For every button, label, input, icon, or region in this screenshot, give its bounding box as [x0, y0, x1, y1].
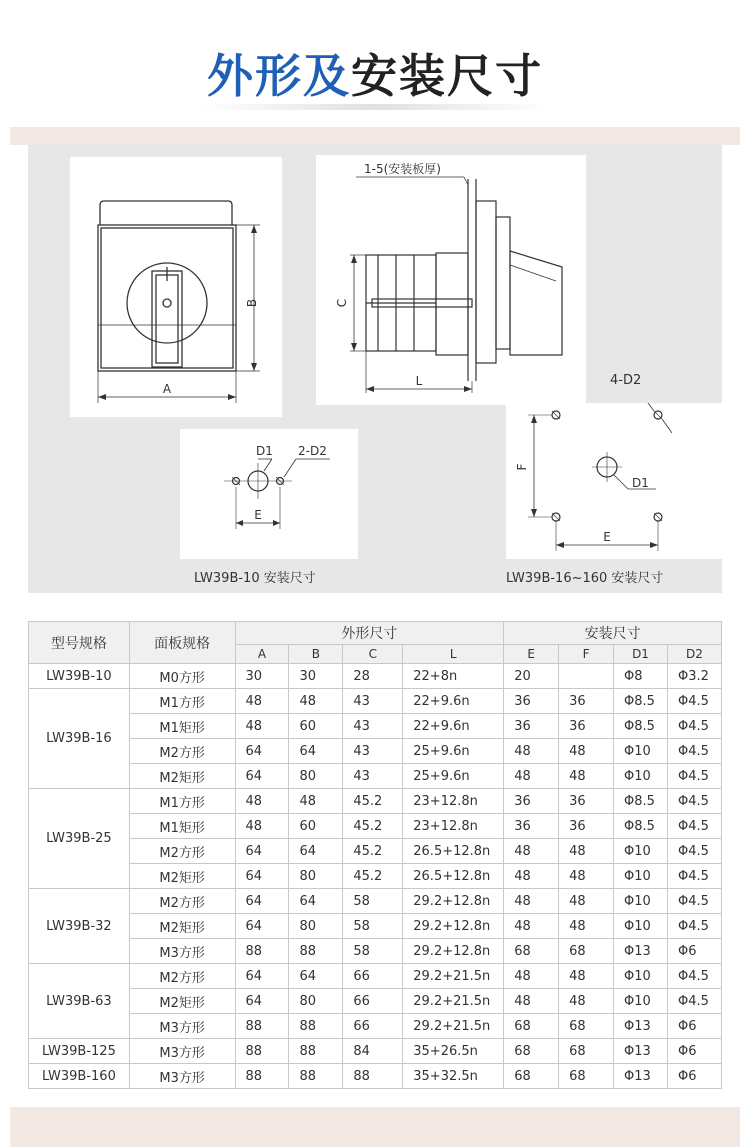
side-label-l: L	[415, 374, 423, 388]
table-cell: 68	[504, 939, 559, 964]
side-view-panel	[316, 155, 586, 405]
table-cell: Φ10	[614, 764, 668, 789]
table-row	[29, 964, 722, 989]
table-cell: 48	[559, 764, 614, 789]
table-cell: 48	[504, 989, 559, 1014]
table-cell: Φ4.5	[667, 989, 721, 1014]
table-cell: 66	[343, 1014, 403, 1039]
table-row	[29, 914, 722, 939]
table-row	[29, 1039, 722, 1064]
cell-panel: M1方形	[129, 689, 235, 714]
table-cell: Φ10	[614, 864, 668, 889]
table-cell: 64	[235, 864, 289, 889]
table-cell: 23+12.8n	[403, 789, 504, 814]
table-cell: Φ8.5	[614, 714, 668, 739]
cell-panel: M2方形	[129, 889, 235, 914]
table-row	[29, 989, 722, 1014]
side-label-plate: 1-5(安装板厚)	[364, 162, 441, 176]
table-cell: Φ6	[667, 939, 721, 964]
table-cell: 88	[235, 1014, 289, 1039]
table-row	[29, 764, 722, 789]
table-cell: 36	[559, 789, 614, 814]
header-c: C	[343, 645, 403, 664]
table-cell: 48	[235, 714, 289, 739]
hole16-label-f: F	[515, 463, 529, 471]
table-cell: 45.2	[343, 789, 403, 814]
title-part-blue: 外形及	[207, 49, 351, 103]
hole16-label-d2: 4-D2	[610, 373, 642, 388]
cell-panel: M2矩形	[129, 764, 235, 789]
front-label-b: B	[245, 298, 259, 308]
table-cell: Φ4.5	[667, 889, 721, 914]
table-row	[29, 789, 722, 814]
table-cell: 48	[559, 739, 614, 764]
cell-panel: M3方形	[129, 1064, 235, 1089]
caption-lw39b-10: LW39B-10 安装尺寸	[194, 571, 316, 586]
table-cell: 48	[504, 914, 559, 939]
table-cell: 20	[504, 664, 559, 689]
table-cell: 88	[343, 1064, 403, 1089]
table-cell: Φ13	[614, 1064, 668, 1089]
cell-panel: M2方形	[129, 839, 235, 864]
table-cell: 36	[559, 814, 614, 839]
table-row	[29, 1014, 722, 1039]
table-cell: Φ4.5	[667, 689, 721, 714]
table-cell: 43	[343, 689, 403, 714]
cell-panel: M2方形	[129, 739, 235, 764]
table-cell: Φ4.5	[667, 789, 721, 814]
table-cell: 64	[235, 839, 289, 864]
hole-pattern-16-panel	[506, 403, 722, 559]
table-cell: 29.2+21.5n	[403, 989, 504, 1014]
spec-table-body	[29, 664, 722, 1089]
table-cell: 88	[235, 1039, 289, 1064]
table-cell: 60	[289, 714, 343, 739]
spec-table	[28, 621, 722, 1089]
table-cell: 48	[559, 889, 614, 914]
table-cell: 48	[559, 914, 614, 939]
table-cell: 30	[289, 664, 343, 689]
table-row	[29, 714, 722, 739]
table-cell: Φ13	[614, 1039, 668, 1064]
table-cell: 36	[559, 714, 614, 739]
title-part-dark: 安装尺寸	[351, 49, 543, 103]
table-cell: 88	[289, 1064, 343, 1089]
table-cell: 35+26.5n	[403, 1039, 504, 1064]
table-cell: 26.5+12.8n	[403, 839, 504, 864]
table-cell: 64	[235, 889, 289, 914]
table-cell: 58	[343, 889, 403, 914]
cell-panel: M1矩形	[129, 714, 235, 739]
table-cell: Φ8.5	[614, 689, 668, 714]
front-view-panel	[70, 157, 282, 417]
table-cell: Φ4.5	[667, 914, 721, 939]
cell-panel: M2矩形	[129, 864, 235, 889]
table-row	[29, 664, 722, 689]
top-divider-strip	[10, 127, 740, 145]
table-cell: 64	[235, 764, 289, 789]
bottom-divider-strip	[10, 1107, 740, 1147]
table-cell: 29.2+12.8n	[403, 939, 504, 964]
cell-panel: M2矩形	[129, 914, 235, 939]
table-cell: 64	[235, 914, 289, 939]
table-cell: 35+32.5n	[403, 1064, 504, 1089]
table-cell: 26.5+12.8n	[403, 864, 504, 889]
table-cell: 88	[235, 1064, 289, 1089]
header-e: E	[504, 645, 559, 664]
table-cell: 36	[504, 814, 559, 839]
table-row	[29, 889, 722, 914]
table-cell: 64	[289, 889, 343, 914]
table-cell: 36	[504, 689, 559, 714]
table-cell: 58	[343, 939, 403, 964]
table-cell: 36	[504, 789, 559, 814]
table-row	[29, 739, 722, 764]
table-cell: Φ4.5	[667, 839, 721, 864]
cell-model: LW39B-10	[29, 664, 130, 689]
table-cell: 48	[289, 789, 343, 814]
header-d2: D2	[667, 645, 721, 664]
table-cell: 64	[289, 839, 343, 864]
table-cell: 64	[289, 739, 343, 764]
table-cell: 48	[504, 889, 559, 914]
table-cell: Φ10	[614, 964, 668, 989]
table-cell: 60	[289, 814, 343, 839]
table-cell: 48	[504, 739, 559, 764]
table-cell: 80	[289, 864, 343, 889]
table-cell: 29.2+21.5n	[403, 964, 504, 989]
table-row	[29, 839, 722, 864]
table-cell: 68	[504, 1039, 559, 1064]
table-cell: 30	[235, 664, 289, 689]
table-cell: 25+9.6n	[403, 764, 504, 789]
cell-model: LW39B-125	[29, 1039, 130, 1064]
table-cell: 36	[504, 714, 559, 739]
cell-model: LW39B-63	[29, 964, 130, 1039]
table-cell: Φ13	[614, 1014, 668, 1039]
table-cell: 68	[559, 939, 614, 964]
side-view-drawing	[316, 155, 586, 405]
table-cell: 48	[235, 689, 289, 714]
hole-pattern-10-panel	[180, 429, 358, 559]
table-cell: 88	[289, 939, 343, 964]
table-row	[29, 939, 722, 964]
hole10-label-e: E	[254, 508, 262, 522]
table-cell: 36	[559, 689, 614, 714]
table-cell: 80	[289, 914, 343, 939]
table-cell: Φ6	[667, 1039, 721, 1064]
table-cell: 66	[343, 964, 403, 989]
cell-panel: M1矩形	[129, 814, 235, 839]
table-cell: 48	[504, 864, 559, 889]
table-cell: 48	[289, 689, 343, 714]
cell-panel: M3方形	[129, 939, 235, 964]
table-cell: Φ8.5	[614, 789, 668, 814]
table-cell: Φ4.5	[667, 764, 721, 789]
hole16-label-d1: D1	[632, 476, 649, 490]
table-cell: 48	[235, 789, 289, 814]
table-cell: 45.2	[343, 814, 403, 839]
drawings-area	[28, 145, 722, 593]
table-cell: 68	[559, 1039, 614, 1064]
table-row	[29, 1064, 722, 1089]
table-cell: 48	[559, 989, 614, 1014]
table-cell: 48	[559, 864, 614, 889]
table-cell: 68	[559, 1014, 614, 1039]
table-cell: 58	[343, 914, 403, 939]
page-title	[0, 40, 750, 106]
cell-panel: M2方形	[129, 964, 235, 989]
cell-panel: M3方形	[129, 1039, 235, 1064]
hole16-label-e: E	[603, 530, 611, 544]
table-cell: Φ10	[614, 989, 668, 1014]
table-cell: 48	[559, 964, 614, 989]
table-row	[29, 864, 722, 889]
table-cell: 80	[289, 764, 343, 789]
table-cell: 48	[504, 964, 559, 989]
table-cell: 23+12.8n	[403, 814, 504, 839]
cell-panel: M1方形	[129, 789, 235, 814]
hole-pattern-16-drawing	[506, 403, 722, 559]
table-cell: 88	[289, 1014, 343, 1039]
table-cell: Φ10	[614, 914, 668, 939]
cell-model: LW39B-16	[29, 689, 130, 789]
front-label-a: A	[162, 382, 172, 396]
table-cell: Φ4.5	[667, 739, 721, 764]
table-cell: 48	[235, 814, 289, 839]
table-cell: 22+9.6n	[403, 714, 504, 739]
table-cell: 48	[504, 839, 559, 864]
table-cell: Φ4.5	[667, 814, 721, 839]
table-cell: 68	[504, 1064, 559, 1089]
table-cell: 88	[235, 939, 289, 964]
table-cell	[559, 664, 614, 689]
table-cell: 28	[343, 664, 403, 689]
table-cell: Φ4.5	[667, 864, 721, 889]
table-cell: 22+9.6n	[403, 689, 504, 714]
cell-panel: M3方形	[129, 1014, 235, 1039]
table-cell: 48	[504, 764, 559, 789]
table-cell: 45.2	[343, 864, 403, 889]
table-cell: Φ8.5	[614, 814, 668, 839]
table-cell: 22+8n	[403, 664, 504, 689]
table-cell: 64	[235, 989, 289, 1014]
header-d1: D1	[614, 645, 668, 664]
cell-panel: M2矩形	[129, 989, 235, 1014]
header-b: B	[289, 645, 343, 664]
hole10-label-d1: D1	[256, 444, 273, 458]
header-model: 型号规格	[29, 622, 130, 664]
table-cell: Φ6	[667, 1014, 721, 1039]
table-cell: 64	[235, 739, 289, 764]
table-cell: Φ4.5	[667, 714, 721, 739]
hole-pattern-10-drawing	[180, 429, 358, 559]
caption-lw39b-16-160: LW39B-16~160 安装尺寸	[506, 571, 664, 586]
cell-panel: M0方形	[129, 664, 235, 689]
table-cell: 29.2+12.8n	[403, 914, 504, 939]
table-cell: 66	[343, 989, 403, 1014]
table-cell: Φ10	[614, 739, 668, 764]
table-cell: Φ3.2	[667, 664, 721, 689]
table-cell: 43	[343, 714, 403, 739]
header-l: L	[403, 645, 504, 664]
table-row	[29, 689, 722, 714]
table-cell: Φ10	[614, 839, 668, 864]
hole10-label-d2: 2-D2	[298, 444, 327, 458]
table-cell: 43	[343, 739, 403, 764]
table-cell: Φ6	[667, 1064, 721, 1089]
side-label-c: C	[335, 298, 349, 308]
table-cell: 43	[343, 764, 403, 789]
table-cell: Φ8	[614, 664, 668, 689]
header-outer-dimensions: 外形尺寸	[235, 622, 504, 645]
header-install-dimensions: 安装尺寸	[504, 622, 722, 645]
table-cell: 84	[343, 1039, 403, 1064]
table-cell: 80	[289, 989, 343, 1014]
table-cell: 45.2	[343, 839, 403, 864]
table-cell: Φ4.5	[667, 964, 721, 989]
header-f: F	[559, 645, 614, 664]
table-row	[29, 814, 722, 839]
title-shadow	[200, 104, 550, 110]
header-a: A	[235, 645, 289, 664]
table-cell: 64	[235, 964, 289, 989]
table-cell: 88	[289, 1039, 343, 1064]
cell-model: LW39B-160	[29, 1064, 130, 1089]
cell-model: LW39B-32	[29, 889, 130, 964]
table-cell: Φ10	[614, 889, 668, 914]
table-cell: 25+9.6n	[403, 739, 504, 764]
header-panel: 面板规格	[129, 622, 235, 664]
table-cell: 29.2+21.5n	[403, 1014, 504, 1039]
table-cell: 68	[504, 1014, 559, 1039]
cell-model: LW39B-25	[29, 789, 130, 889]
table-cell: 29.2+12.8n	[403, 889, 504, 914]
table-cell: 48	[559, 839, 614, 864]
table-cell: Φ13	[614, 939, 668, 964]
table-cell: 68	[559, 1064, 614, 1089]
table-cell: 64	[289, 964, 343, 989]
front-view-drawing	[70, 157, 282, 417]
